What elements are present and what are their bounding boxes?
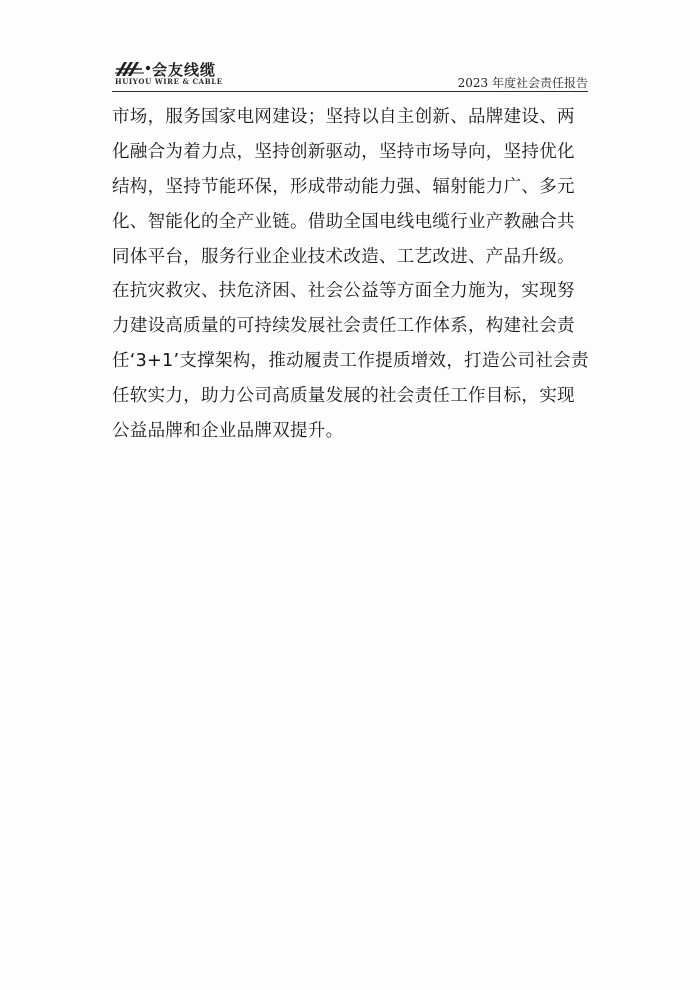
text-line: 力建设高质量的可持续发展社会责任工作体系，构建社会责 <box>112 316 575 337</box>
body-text <box>112 100 602 449</box>
text-line: 公益品牌和企业品牌双提升。 <box>112 421 344 442</box>
text-line: 化、智能化的全产业链。借助全国电线电缆行业产教融合共 <box>112 211 575 232</box>
logo-company-english: HUIYOU WIRE & CABLE <box>115 77 223 86</box>
text-line: 在抗灾救灾、扶危济困、社会公益等方面全力施为，实现努 <box>112 281 575 302</box>
text-line: 任‘3+1’支撑架构，推动履责工作提质增效，打造公司社会责 <box>112 351 589 372</box>
text-line: 化融合为着力点，坚持创新驱动，坚持市场导向，坚持优化 <box>112 141 575 162</box>
text-line: 任软实力，助力公司高质量发展的社会责任工作目标，实现 <box>112 386 575 407</box>
report-title: 2023 年度社会责任报告 <box>457 76 588 90</box>
page-header <box>112 58 588 92</box>
logo-company-name: 会友线缆 <box>152 61 217 79</box>
logo-mark-icon <box>114 60 154 78</box>
header-divider <box>112 91 588 92</box>
text-line: 同体平台，服务行业企业技术改造、工艺改进、产品升级。 <box>112 246 575 267</box>
text-line: 市场，服务国家电网建设；坚持以自主创新、品牌建设、两 <box>112 107 575 127</box>
company-logo <box>112 58 252 88</box>
text-line: 结构，坚持节能环保，形成带动能力强、辐射能力广、多元 <box>112 176 575 197</box>
